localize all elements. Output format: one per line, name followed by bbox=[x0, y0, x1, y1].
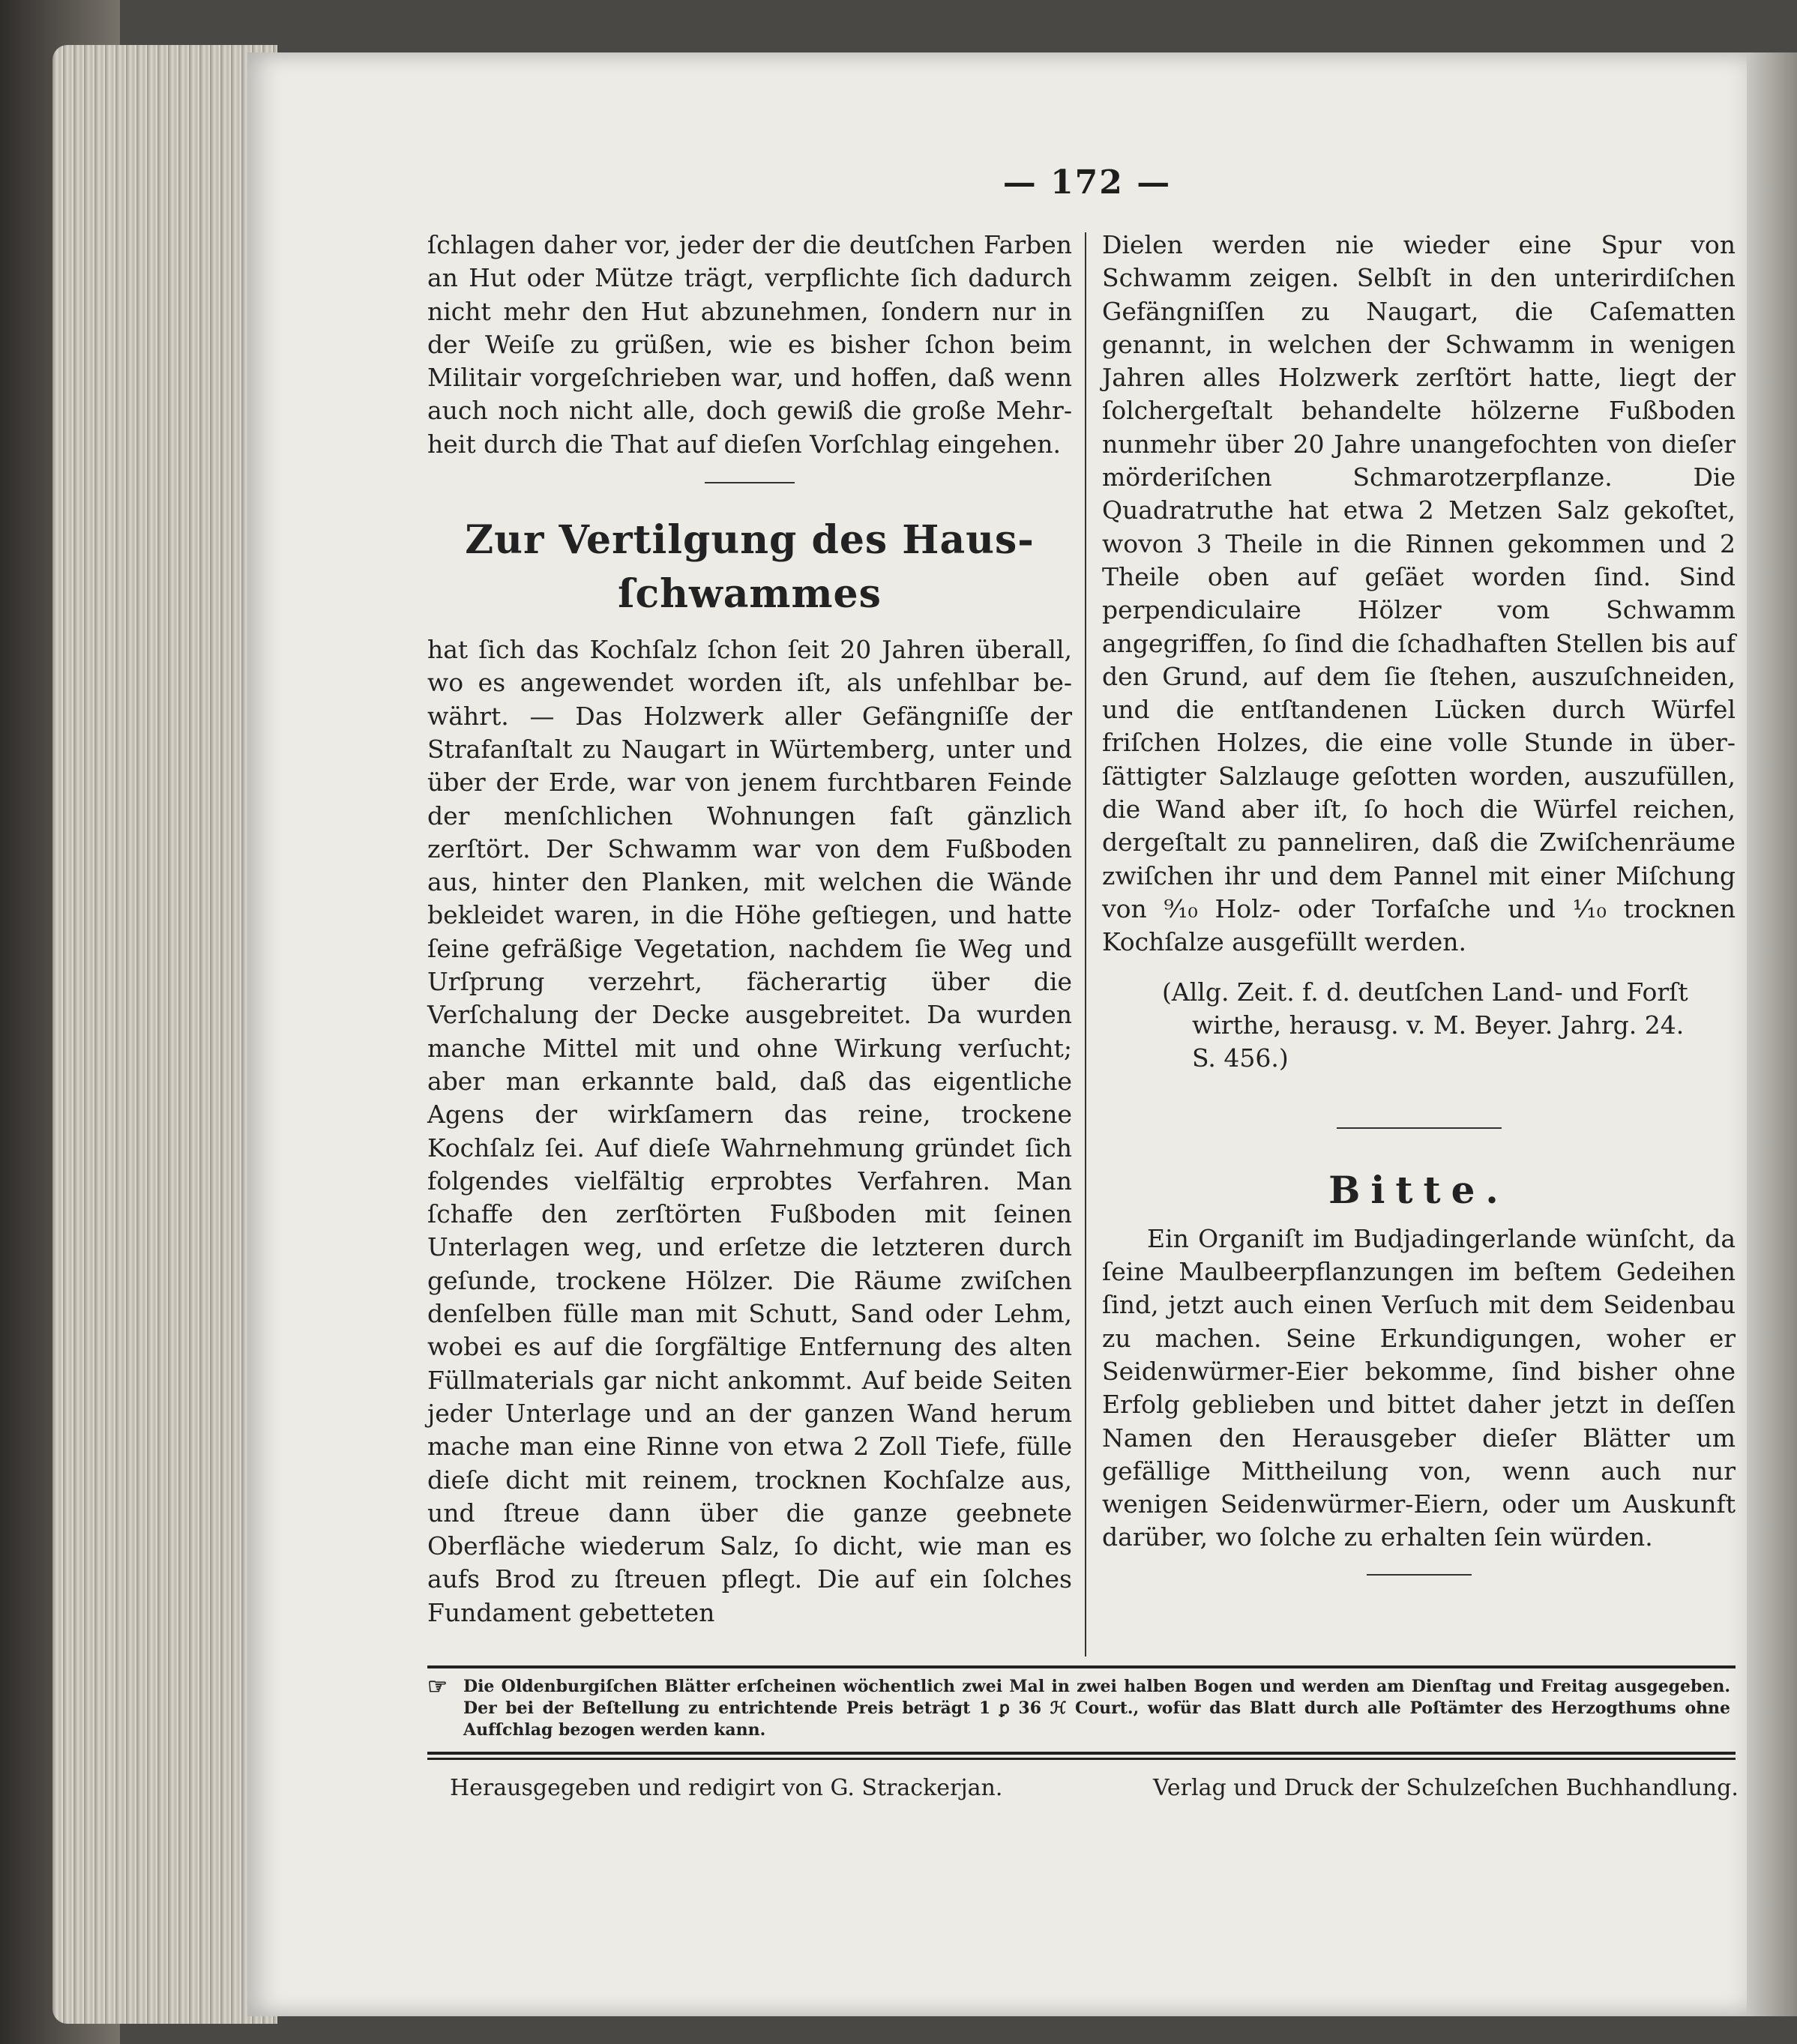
left-column bbox=[427, 229, 1072, 1630]
column-divider bbox=[1085, 232, 1086, 1656]
page-edge bbox=[1747, 52, 1797, 2016]
notice-body: Ein Organiſt im Budjadingerlande wünſcht, da ſeine Maulbeerpflanzungen im beſtem Gedeihen ſind, jetzt auch einen Verſuch mit dem Seidenbau zu machen. Seine Erkundigungen, woher er Seidenwürmer-Eier bekomme, ſind bisher ohne Erfolg geblieben und bittet daher jetzt in deſſen Namen den Herausgeber dieſer Blätter um gefällige Mittheilung von, wenn auch nur wenigen Seidenwürmer-Eiern, oder um Auskunft darüber, wo ſolche zu erhalten ſein würden. bbox=[1102, 1223, 1736, 1552]
article-heading-line1: Zur Vertilgung des Haus- bbox=[465, 517, 1035, 564]
source-citation bbox=[1102, 976, 1736, 1076]
source-line-1: (Allg. Zeit. f. d. deutſchen Land- und Forſt bbox=[1162, 977, 1688, 1007]
footer-rule bbox=[427, 1758, 1736, 1760]
notice-heading: Bitte. bbox=[1328, 1168, 1509, 1213]
footer-editor: Herausgegeben und redigirt von G. Strackerjan. bbox=[450, 1775, 1003, 1801]
source-line-3: S. 456.) bbox=[1192, 1043, 1289, 1073]
section-divider bbox=[705, 482, 795, 483]
page-number: — 172 — bbox=[1002, 163, 1172, 202]
article-body: hat ſich das Kochſalz ſchon ſeit 20 Jahren überall, wo es angewendet worden iſt, als unfehlbar bewährt. — Das Holzwerk aller Gefängniſſe der Strafanſtalt zu Naugart in Würtemberg, unter und über der Erde, war von jenem furchtbaren Feinde der menſchlichen Wohnungen faſt gänzlich zerſtört. Der Schwamm war von dem Fußboden aus, hinter den Planken, mit welchen die Wände bekleidet waren, in die Höhe geſtiegen, und hatte ſeine gefräßige Vegetation, nachdem ſie Weg und Urſprung verzehrt, fächerartig über die Verſchalung der Decke ausgebreitet. Da wurden manche Mittel mit und ohne Wirkung verſucht; aber man erkannte bald, daß das eigentliche Agens der wirkſamern das reine, trockene Kochſalz ſei. Auf dieſe Wahrnehmung gründet ſich folgendes vielfältig erprobtes Verfahren. Man ſchaffe den zerſtörten Fußboden mit ſeinen Unterlagen weg, und erſetze die letzteren durch geſunde, trockene Hölzer. Die Räume zwiſchen denſelben fülle man mit Schutt, Sand oder Lehm, wobei es auf die ſorgfältige Entfernung des alten Füllmaterials gar nicht ankommt. Auf beide Seiten jeder Unterlage und an der ganzen Wand herum mache man eine Rinne von etwa 2 Zoll Tiefe, fülle dieſe dicht mit reinem, trocknen Kochſalze aus, und ſtreue dann über die ganze geebnete Oberfläche wiederum Salz, ſo dicht, wie man es aufs Brod zu ſtreuen pflegt. Die auf ein ſolches Fundament gebetteten bbox=[427, 635, 1072, 1627]
publication-notice bbox=[427, 1665, 1736, 1755]
article-body-continued: Dielen werden nie wieder eine Spur von Schwamm zeigen. Selbſt in den unterirdiſchen Gefängniſſen zu Naugart, die Caſematten genannt, in welchen der Schwamm in wenigen Jahren alles Holzwerk zerſtört hatte, liegt der ſolchergeſtalt behandelte hölzerne Fußboden nunmehr über 20 Jahre unangefochten von dieſer mörderiſchen Schmarotzerpflanze. Die Quadratruthe hat etwa 2 Metzen Salz gekoſtet, wovon 3 Theile in die Rinnen gekommen und 2 Theile oben auf geſäet worden ſind. Sind perpendiculaire Hölzer vom Schwamm angegriffen, ſo ſind die ſchadhaften Stellen bis auf den Grund, auf dem ſie ſtehen, auszuſchneiden, und die entſtandenen Lücken durch Würfel friſchen Holzes, die eine volle Stunde in überſättigter Salzlauge geſotten worden, auszufüllen, die Wand aber iſt, ſo hoch die Würfel reichen, dergeſtalt zu panneliren, daß die Zwiſchenräume zwiſchen ihr und dem Pannel mit einer Miſchung von ⁹⁄₁₀ Holz- oder Torfaſche und ¹⁄₁₀ trocknen Kochſalze ausgefüllt werden. bbox=[1102, 230, 1736, 957]
publication-notice-text: Die Oldenburgiſchen Blätter erſcheinen wöchentlich zwei Mal in zwei halben Bogen und werden am Dienſtag und Freitag ausgegeben. Der bei der Beſtellung zu entrichtende Preis beträgt 1 ꝑ 36 ℋ Court., wofür das Blatt durch alle Poſtämter des Herzogthums ohne Aufſchlag bezogen werden kann. bbox=[463, 1677, 1730, 1740]
section-divider bbox=[1367, 1574, 1472, 1576]
right-column bbox=[1102, 229, 1736, 1576]
footer-publisher: Verlag und Druck der Schulzeſchen Buchhandlung. bbox=[1153, 1775, 1739, 1801]
source-line-2: wirthe, herausg. v. M. Beyer. Jahrg. 24. bbox=[1192, 1010, 1685, 1040]
pointing-hand-icon: ☞ bbox=[427, 1674, 448, 1700]
article-heading-line2: ſchwammes bbox=[618, 571, 882, 618]
page-stack-edge bbox=[52, 45, 277, 2024]
article-continuation: ſchlagen daher vor, jeder der die deutſchen Farben an Hut oder Mütze trägt, verpflichte ſich dadurch nicht mehr den Hut abzunehmen, ſondern nur in der Weiſe zu grüßen, wie es bisher ſchon beim Militair vorgeſchrieben war, und hoffen, daß wenn auch noch nicht alle, doch gewiß die große Mehrheit durch die That auf dieſen Vorſchlag eingehen. bbox=[427, 230, 1072, 459]
section-divider bbox=[1337, 1127, 1502, 1129]
